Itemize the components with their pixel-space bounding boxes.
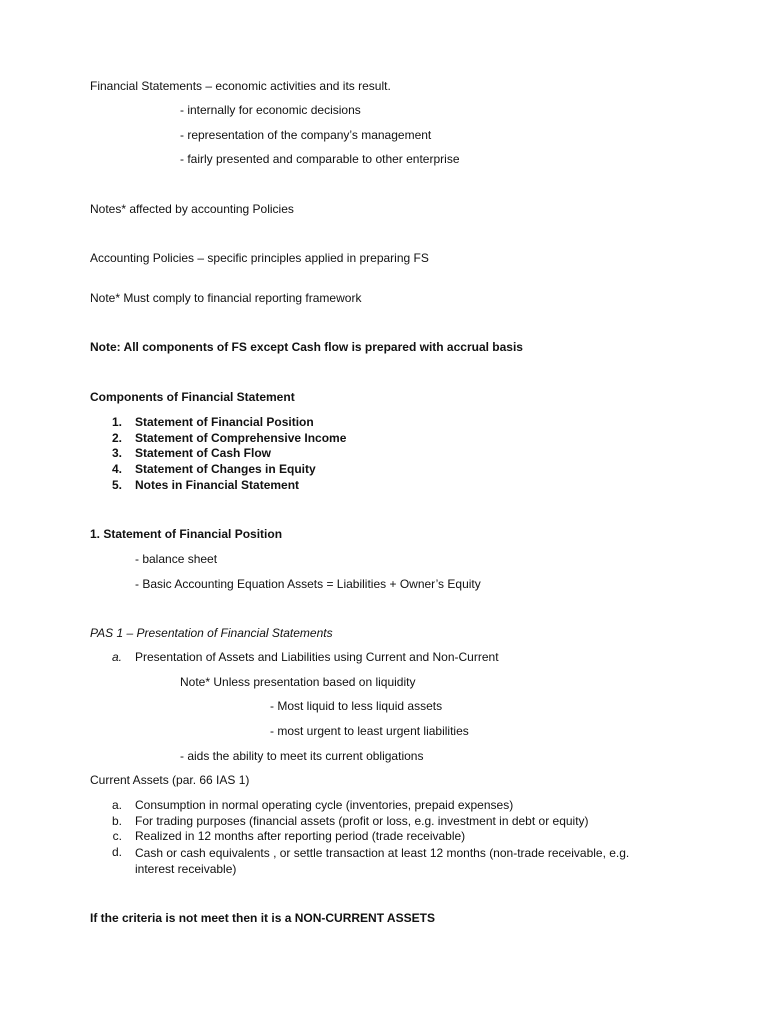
list-number: 3. — [111, 446, 122, 460]
list-item — [90, 798, 513, 813]
list-item — [90, 446, 271, 461]
list-label: Statement of Comprehensive Income — [135, 431, 347, 445]
list-number: 2. — [111, 431, 122, 445]
list-marker: c. — [112, 829, 122, 843]
list-label: Statement of Financial Position — [135, 415, 314, 429]
list-text: Consumption in normal operating cycle (inventories, prepaid expenses) — [135, 798, 514, 812]
note-affected: Notes* affected by accounting Policies — [90, 202, 294, 216]
list-label: Statement of Cash Flow — [135, 446, 272, 460]
list-item — [90, 845, 670, 877]
list-item — [90, 478, 299, 493]
intro-bullet: - internally for economic decisions — [180, 103, 361, 117]
note-policies: Accounting Policies – specific principles applied in preparing FS — [90, 251, 429, 265]
pas-sub: - most urgent to least urgent liabilities — [270, 724, 469, 738]
note-comply: Note* Must comply to financial reporting framework — [90, 291, 362, 305]
intro-bullet: - fairly presented and comparable to other enterprise — [180, 152, 460, 166]
list-item — [90, 829, 465, 844]
list-text: Realized in 12 months after reporting period (trade receivable) — [135, 829, 466, 843]
pas-note: Note* Unless presentation based on liquidity — [180, 675, 416, 689]
components-heading: Components of Financial Statement — [90, 390, 295, 404]
non-current-conclusion: If the criteria is not meet then it is a NON-CURRENT ASSETS — [90, 911, 435, 925]
list-item — [90, 431, 346, 446]
list-marker: b. — [111, 814, 122, 828]
list-label: Statement of Changes in Equity — [135, 462, 316, 476]
list-item — [90, 814, 589, 829]
list-number: 1. — [111, 415, 122, 429]
list-marker: d. — [111, 845, 122, 859]
pas-item-a-text: Presentation of Assets and Liabilities using Current and Non-Current — [135, 650, 499, 664]
list-marker: a. — [111, 650, 122, 664]
list-number: 4. — [111, 462, 122, 476]
list-label: Notes in Financial Statement — [135, 478, 300, 492]
list-item — [90, 462, 316, 477]
list-number: 5. — [111, 478, 122, 492]
pas-heading: PAS 1 – Presentation of Financial Statements — [90, 626, 333, 640]
pas-sub: - Most liquid to less liquid assets — [270, 699, 443, 713]
sfp-bullet: - Basic Accounting Equation Assets = Liabilities + Owner’s Equity — [135, 577, 481, 591]
list-text: For trading purposes (financial assets (profit or loss, e.g. investment in debt or equity) — [135, 814, 589, 828]
current-assets-heading: Current Assets (par. 66 IAS 1) — [90, 773, 250, 787]
list-marker: a. — [111, 798, 122, 812]
sfp-bullet: - balance sheet — [135, 552, 218, 566]
note-accrual: Note: All components of FS except Cash flow is prepared with accrual basis — [90, 340, 523, 354]
list-item — [90, 415, 314, 430]
list-text: Cash or cash equivalents , or settle transaction at least 12 months (non-trade receivable, e.g. interest receivable) — [135, 846, 630, 876]
intro-title: Financial Statements – economic activities and its result. — [90, 79, 391, 93]
pas-aids: - aids the ability to meet its current obligations — [180, 749, 424, 763]
pas-item-a — [90, 650, 499, 665]
intro-bullet: - representation of the company’s management — [180, 128, 432, 142]
sfp-heading: 1. Statement of Financial Position — [90, 527, 283, 541]
